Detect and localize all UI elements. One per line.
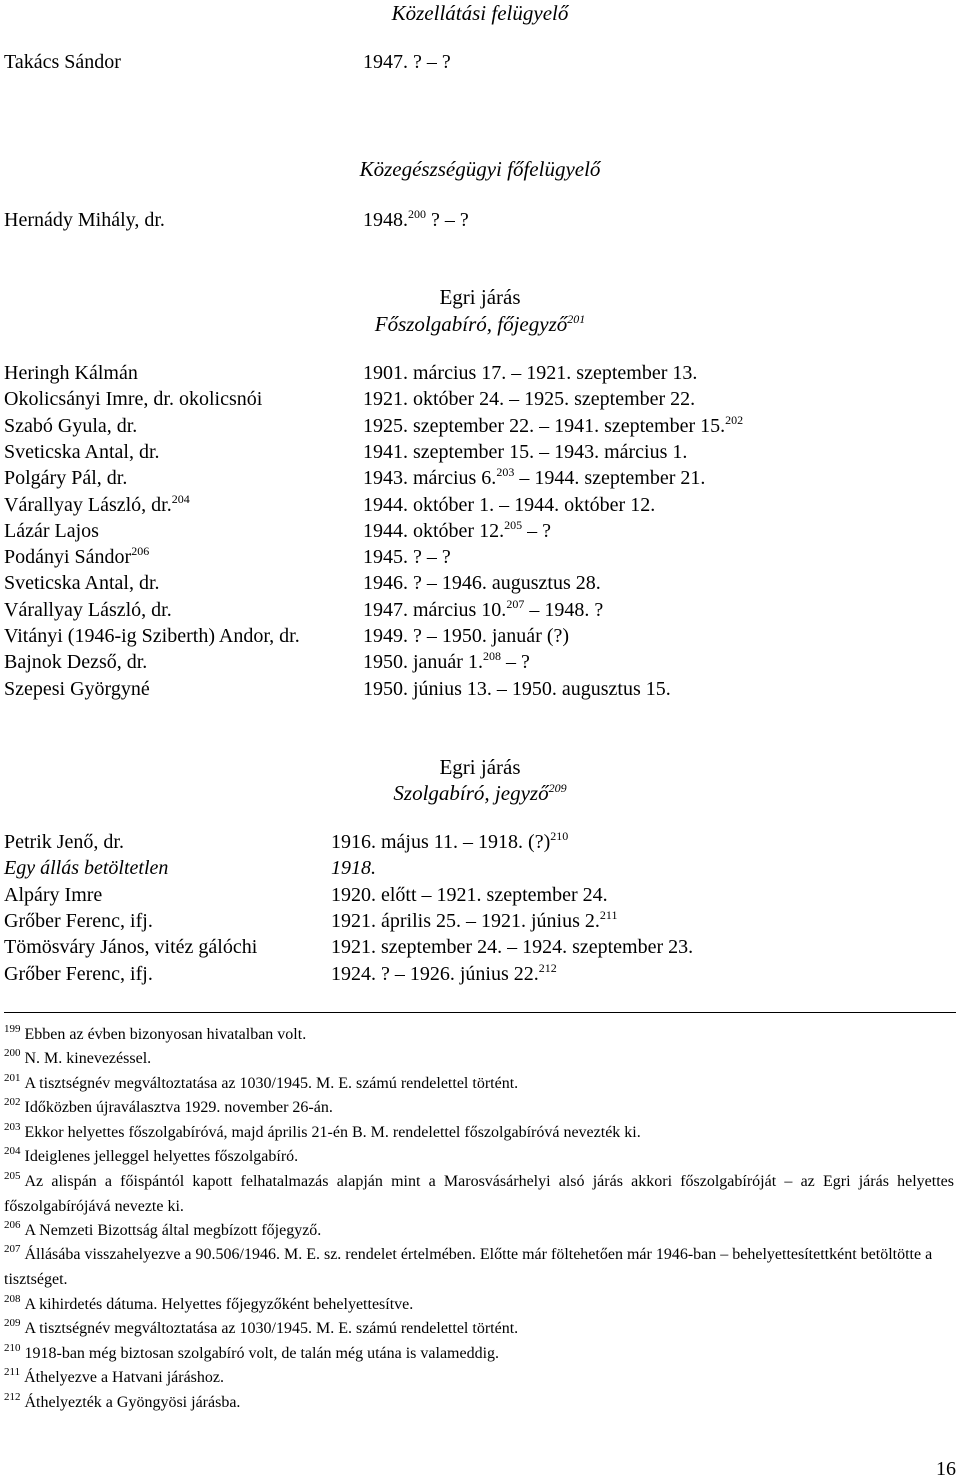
tenure-dates: 1921. április 25. – 1921. június 2.$^{211}$ — [331, 907, 618, 932]
tenure-dates: 1921. október 24. – 1925. szeptember 22. — [363, 388, 696, 411]
footnote-number: 208 — [4, 1293, 21, 1305]
footnote — [4, 1072, 954, 1097]
footnote-number: 199 — [4, 1023, 21, 1035]
tenure-dates: 1945. ? – ? — [363, 546, 451, 569]
footnote — [4, 1342, 954, 1367]
official-name: Takács Sándor — [4, 51, 121, 73]
footnote — [4, 1243, 954, 1292]
official-name: Szabó Gyula, dr. — [4, 414, 138, 437]
footnote-text: 1918-ban még biztosan szolgabíró volt, de talán még utána is valameddig. — [24, 1345, 500, 1362]
footnote — [4, 1096, 954, 1121]
tenure-dates: 1950. január 1.$^{208}$ – ? — [363, 649, 530, 674]
official-name: Sveticska Antal, dr. — [4, 440, 160, 463]
official-name: Vitányi (1946-ig Sziberth) Andor, dr. — [4, 625, 300, 647]
footnote-text: Ekkor helyettes főszolgabíróvá, majd április 21-én B. M. rendelettel főszolgabíróvá nevezték ki. — [24, 1124, 641, 1141]
footnote-text: N. M. kinevezéssel. — [24, 1050, 152, 1067]
footnote-text: A tisztségnév megváltoztatása az 1030/1945. M. E. számú rendelettel történt. — [24, 1320, 519, 1337]
footnote-text: Áthelyezve a Hatvani járáshoz. — [24, 1369, 224, 1386]
footnote-number: 207 — [4, 1243, 21, 1255]
tenure-dates: 1941. szeptember 15. – 1943. március 1. — [363, 440, 688, 463]
official-name: Grőber Ferenc, ifj. — [4, 962, 153, 985]
official-name: Várallyay László, dr.$^{204}$ — [4, 491, 190, 516]
tenure-dates: 1943. március 6.$^{203}$ – 1944. szeptember 21. — [363, 465, 706, 490]
official-name: Grőber Ferenc, ifj. — [4, 909, 153, 932]
tenure-dates: 1924. ? – 1926. június 22.$^{212}$ — [331, 960, 557, 985]
footnote-number: 205 — [4, 1170, 21, 1182]
page-number: 16 — [936, 1458, 956, 1480]
tenure-dates: 1916. május 11. – 1918. (?)$^{210}$ — [331, 829, 569, 853]
footnote-text: Időközben újraválasztva 1929. november 26-án. — [24, 1099, 333, 1116]
tenure-dates: 1944. október 12.$^{205}$ – ? — [363, 517, 551, 542]
footnote — [4, 1047, 954, 1072]
tenure-dates: 1947. ? – ? — [363, 51, 451, 73]
footnote-number: 200 — [4, 1047, 21, 1059]
official-name: Lázár Lajos — [4, 519, 99, 542]
official-name: Egy állás betöltetlen — [4, 857, 169, 880]
tenure-dates: 1947. március 10.$^{207}$ – 1948. ? — [363, 596, 604, 621]
footnote-number: 211 — [4, 1366, 21, 1378]
section-title-kozegeszsegugyi: Közegészségügyi főfelügyelő — [359, 157, 601, 181]
footnote — [4, 1366, 954, 1391]
tenure-dates: 1918. — [331, 857, 376, 880]
footnote-number: 202 — [4, 1096, 21, 1108]
footnote-number: 201 — [4, 1072, 21, 1084]
footnote-separator — [4, 1012, 956, 1013]
footnote-number: 204 — [4, 1145, 21, 1157]
official-name: Heringh Kálmán — [4, 362, 138, 384]
footnote — [4, 1391, 954, 1416]
footnote — [4, 1145, 954, 1170]
footnote-text: Ideiglenes jelleggel helyettes főszolgabíró. — [24, 1148, 299, 1165]
footnote — [4, 1023, 954, 1048]
footnote — [4, 1121, 954, 1146]
footnote-number: 210 — [4, 1342, 21, 1354]
footnote-text: Állásába visszahelyezve a 90.506/1946. M. E. sz. rendelet értelmében. Előtte már föltehetően már 1946-ban – behelyettesítettként betöltötte a tisztséget. — [4, 1246, 933, 1288]
footnote-text: A tisztségnév megváltoztatása az 1030/1945. M. E. számú rendelettel történt. — [24, 1075, 519, 1092]
footnote-number: 209 — [4, 1317, 21, 1329]
footnote-text: A kihirdetés dátuma. Helyettes főjegyzőként behelyettesítve. — [24, 1296, 414, 1313]
footnote — [4, 1219, 954, 1244]
tenure-dates: 1921. szeptember 24. – 1924. szeptember 23. — [331, 936, 694, 959]
footnote-text: Ebben az évben bizonyosan hivatalban volt. — [24, 1026, 307, 1043]
official-name: Alpáry Imre — [4, 883, 103, 906]
official-name: Petrik Jenő, dr. — [4, 831, 124, 853]
official-name: Hernády Mihály, dr. — [4, 209, 165, 231]
footnote — [4, 1317, 954, 1342]
section-title-kozellatasi: Közellátási felügyelő — [391, 1, 569, 25]
tenure-dates: 1948.$^{200}$ ? – ? — [363, 207, 469, 231]
footnote-text: Áthelyezték a Gyöngyösi járásba. — [24, 1394, 241, 1411]
official-name: Sveticska Antal, dr. — [4, 572, 160, 595]
footnote-number: 212 — [4, 1391, 21, 1403]
official-name: Bajnok Dezső, dr. — [4, 651, 148, 674]
section-subtitle-foszolgabiro: Főszolgabíró, főjegyző$^{201}$ — [374, 312, 586, 336]
footnote-text: A Nemzeti Bizottság által megbízott főjegyző. — [24, 1222, 322, 1239]
official-name: Várallyay László, dr. — [4, 598, 172, 621]
tenure-dates: 1944. október 1. – 1944. október 12. — [363, 493, 656, 516]
official-name: Tömösváry János, vitéz gálóchi — [4, 936, 258, 959]
official-name: Okolicsányi Imre, dr. okolicsnói — [4, 388, 263, 411]
footnote-number: 206 — [4, 1219, 21, 1231]
section-heading-egri-jaras-2: Egri járás — [439, 755, 521, 779]
tenure-dates: 1920. előtt – 1921. szeptember 24. — [331, 883, 608, 906]
official-name: Podányi Sándor$^{206}$ — [4, 544, 150, 569]
official-name: Polgáry Pál, dr. — [4, 467, 128, 490]
tenure-dates: 1950. június 13. – 1950. augusztus 15. — [363, 677, 671, 700]
tenure-dates: 1946. ? – 1946. augusztus 28. — [363, 572, 601, 595]
section-heading-egri-jaras: Egri járás — [439, 285, 521, 309]
footnote-number: 203 — [4, 1121, 21, 1133]
footnote — [4, 1170, 954, 1219]
tenure-dates: 1925. szeptember 22. – 1941. szeptember 15.$^{202}$ — [363, 412, 744, 437]
tenure-dates: 1949. ? – 1950. január (?) — [363, 625, 570, 647]
footnote-text: Az alispán a főispántól kapott felhatalmazás alapján mint a Marosvásárhelyi alsó járás akkori főszolgabíróját – az Egri járás helyettes főszolgabírójává nevezte ki. — [4, 1173, 954, 1215]
footnote — [4, 1293, 954, 1318]
tenure-dates: 1901. március 17. – 1921. szeptember 13. — [363, 362, 698, 384]
section-subtitle-szolgabiro: Szolgabíró, jegyző$^{209}$ — [393, 781, 567, 805]
official-name: Szepesi Györgyné — [4, 677, 150, 700]
